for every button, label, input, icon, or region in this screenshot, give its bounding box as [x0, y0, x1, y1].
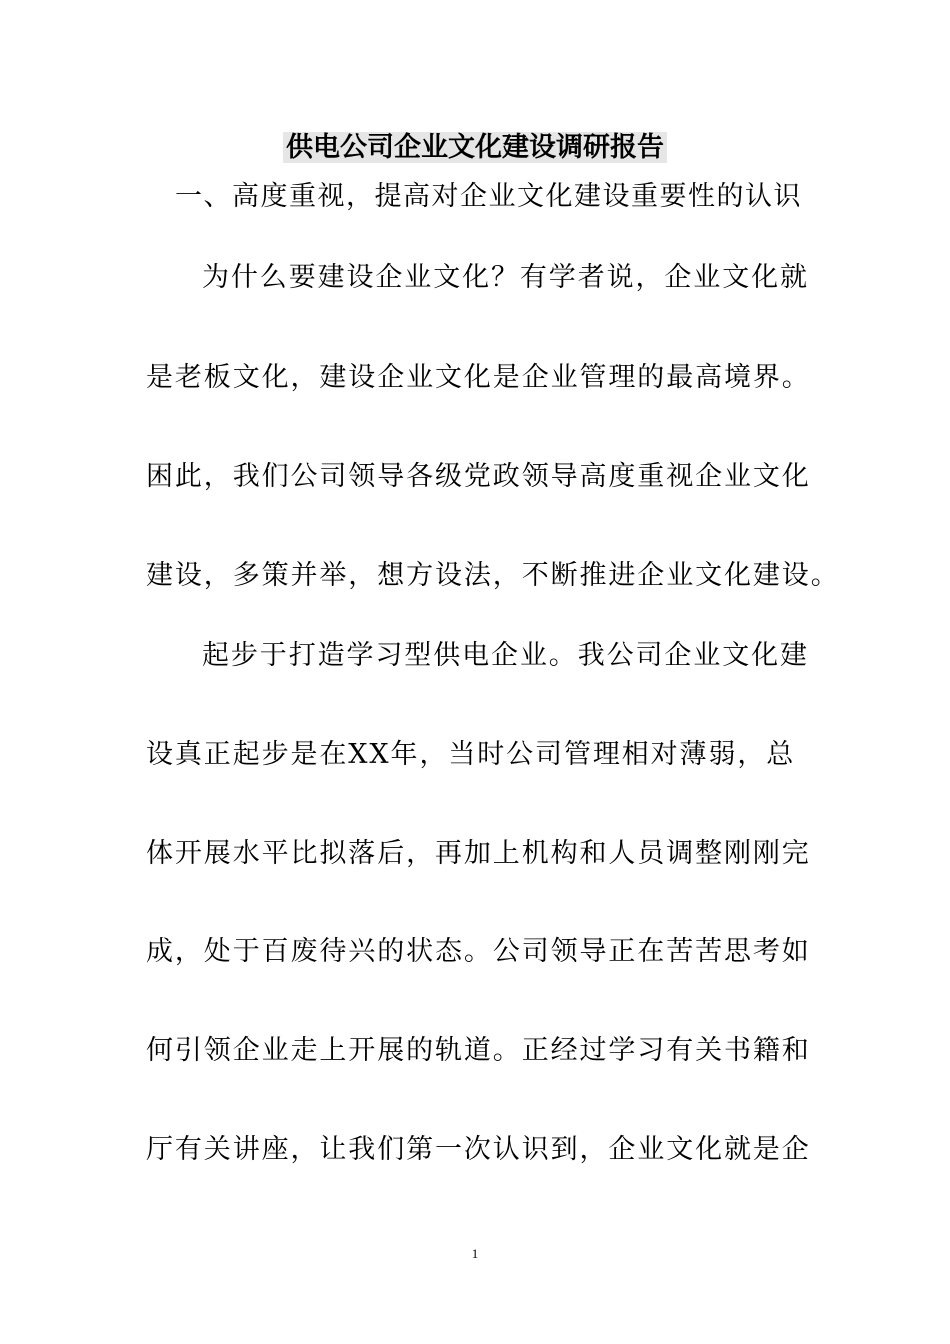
- paragraph-line: 何引领企业走上开展的轨道。正经过学习有关书籍和: [146, 1035, 811, 1066]
- paragraph-line: 设真正起步是在XX年，当时公司管理相对薄弱，总: [146, 739, 796, 770]
- paragraph-line: 困此，我们公司领导各级党政领导高度重视企业文化: [146, 461, 811, 492]
- paragraph-line: 是老板文化，建设企业文化是企业管理的最高境界。: [146, 362, 811, 393]
- page-number: 1: [471, 1246, 479, 1261]
- paragraph-line: 厅有关讲座，让我们第一次认识到，企业文化就是企: [146, 1134, 811, 1165]
- paragraph-line: 体开展水平比拟落后，再加上机构和人员调整刚刚完: [146, 838, 811, 869]
- paragraph-line: 建设，多策并举，想方设法，不断推进企业文化建设。: [146, 560, 840, 591]
- section-heading: 一、高度重视，提高对企业文化建设重要性的认识: [175, 181, 802, 212]
- document-title-text: 供电公司企业文化建设调研报告: [283, 132, 667, 163]
- paragraph-line: 起步于打造学习型供电企业。我公司企业文化建: [202, 640, 809, 671]
- paragraph-line: 为什么要建设企业文化？有学者说，企业文化就: [202, 262, 809, 293]
- document-title: [0, 128, 950, 168]
- paragraph-line: 成，处于百废待兴的状态。公司领导正在苦苦思考如: [146, 936, 811, 967]
